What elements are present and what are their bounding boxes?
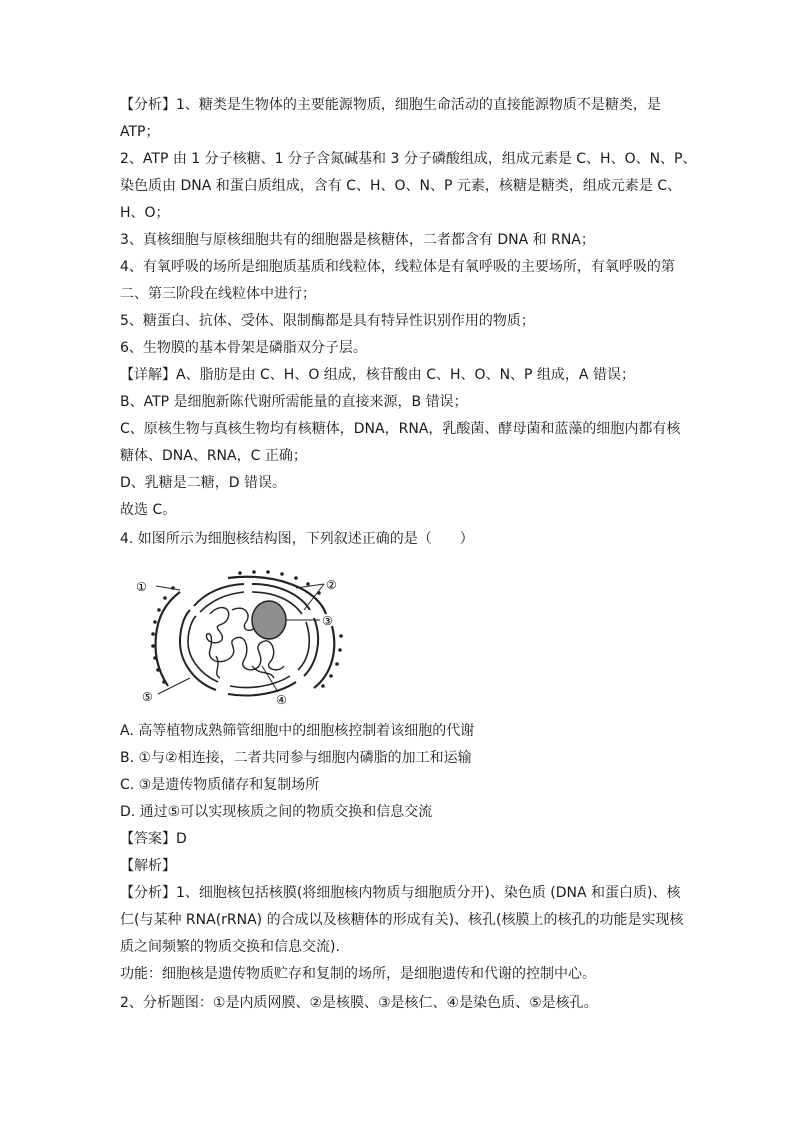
text-line: 【详解】A、脂肪是由 C、H、O 组成，核苷酸由 C、H、O、N、P 组成，A 错误；	[120, 367, 635, 383]
nucleolus	[252, 601, 286, 639]
text-line: 6、生物膜的基本骨架是磷脂双分子层。	[120, 340, 367, 356]
text-line: 【分析】1、细胞核包括核膜(将细胞核内物质与细胞质分开)、染色质 (DNA 和蛋白质)、核	[120, 885, 681, 901]
label-5: ⑤	[142, 690, 153, 704]
label-3: ③	[322, 614, 333, 628]
explanation-heading: 【解析】	[120, 858, 176, 874]
text-line: 功能：细胞核是遗传物质贮存和复制的场所，是细胞遗传和代谢的控制中心。	[120, 966, 596, 982]
text-line: 故选 C。	[120, 502, 177, 518]
text-line: 5、糖蛋白、抗体、受体、限制酶都是具有特异性识别作用的物质；	[120, 313, 535, 329]
text-line: 二、第三阶段在线粒体中进行；	[120, 286, 316, 302]
text-line: B、ATP 是细胞新陈代谢所需能量的直接来源，B 错误；	[120, 394, 468, 410]
text-line: ATP；	[120, 124, 160, 140]
text-line: 质之间频繁的物质交换和信息交流).	[120, 939, 340, 955]
question-stem: 4. 如图所示为细胞核结构图，下列叙述正确的是（ ）	[120, 531, 474, 547]
ribosome-dots	[151, 570, 343, 688]
label-4: ④	[276, 693, 287, 707]
label-1: ①	[136, 580, 147, 594]
option-b: B. ①与②相连接，二者共同参与细胞内磷脂的加工和运输	[120, 750, 472, 766]
option-d: D. 通过⑤可以实现核质之间的物质交换和信息交流	[120, 804, 433, 820]
text-line: H、O；	[120, 205, 170, 221]
text-line: 【分析】1、糖类是生物体的主要能源物质，细胞生命活动的直接能源物质不是糖类，是	[120, 97, 661, 113]
label-2: ②	[326, 578, 337, 592]
text-line: 糖体、DNA、RNA，C 正确；	[120, 448, 307, 464]
text-line: C、原核生物与真核生物均有核糖体，DNA，RNA，乳酸菌、酵母菌和蓝藻的细胞内都有核	[120, 421, 681, 437]
er-membrane-left	[156, 592, 180, 686]
text-line: 染色质由 DNA 和蛋白质组成，含有 C、H、O、N、P 元素，核糖是糖类，组成元素是 C、	[120, 178, 682, 194]
text-line: 2、分析题图：①是内质网膜、②是核膜、③是核仁、④是染色质、⑤是核孔。	[120, 995, 598, 1011]
text-line: D、乳糖是二糖，D 错误。	[120, 475, 287, 491]
cell-nucleus-diagram	[128, 570, 358, 710]
text-line: 4、有氧呼吸的场所是细胞质基质和线粒体，线粒体是有氧呼吸的主要场所，有氧呼吸的第	[120, 259, 675, 275]
text-line: 3、真核细胞与原核细胞共有的细胞器是核糖体，二者都含有 DNA 和 RNA；	[120, 232, 595, 248]
answer: 【答案】D	[120, 831, 187, 847]
option-c: C. ③是遗传物质储存和复制场所	[120, 777, 320, 793]
option-a: A. 高等植物成熟筛管细胞中的细胞核控制着该细胞的代谢	[120, 723, 475, 739]
text-line: 仁(与某种 RNA(rRNA) 的合成以及核糖体的形成有关)、核孔(核膜上的核孔的功能是实现核	[120, 912, 684, 928]
text-line: 2、ATP 由 1 分子核糖、1 分子含氮碱基和 3 分子磷酸组成，组成元素是 C、H、O、N、P、	[120, 151, 697, 167]
